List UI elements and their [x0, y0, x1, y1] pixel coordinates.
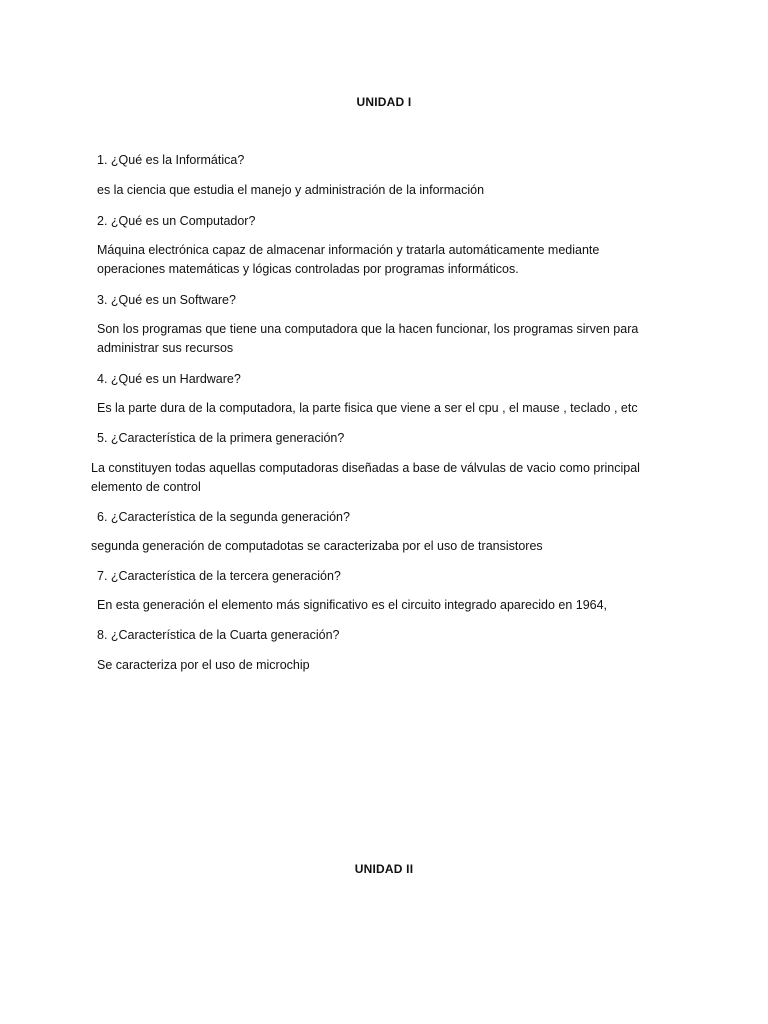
question-7: 7. ¿Característica de la tercera generación? [97, 569, 341, 583]
answer-8: Se caracteriza por el uso de microchip [97, 658, 310, 672]
answer-5: La constituyen todas aquellas computadoras diseñadas a base de válvulas de vacio como principal elemento de control [91, 461, 640, 494]
question-8: 8. ¿Característica de la Cuarta generación? [97, 628, 340, 642]
question-2: 2. ¿Qué es un Computador? [97, 214, 256, 228]
question-4: 4. ¿Qué es un Hardware? [97, 372, 241, 386]
question-3: 3. ¿Qué es un Software? [97, 293, 236, 307]
question-6: 6. ¿Característica de la segunda generación? [97, 510, 350, 524]
question-1: 1. ¿Qué es la Informática? [97, 153, 245, 167]
question-5: 5. ¿Característica de la primera generación? [97, 431, 345, 445]
answer-1: es la ciencia que estudia el manejo y administración de la información [97, 183, 485, 197]
unit-2-heading: UNIDAD II [354, 862, 414, 876]
answer-2: Máquina electrónica capaz de almacenar información y tratarla automáticamente mediante operaciones matemáticas y lógicas controladas por programas informáticos. [97, 243, 600, 276]
answer-3: Son los programas que tiene una computadora que la hacen funcionar, los programas sirven para administrar sus recursos [97, 322, 639, 355]
answer-7: En esta generación el elemento más significativo es el circuito integrado aparecido en 1964, [97, 598, 608, 612]
unit-1-heading: UNIDAD I [356, 95, 412, 109]
answer-6: segunda generación de computadotas se caracterizaba por el uso de transistores [91, 539, 543, 553]
answer-4: Es la parte dura de la computadora, la parte fisica que viene a ser el cpu , el mause , teclado , etc [97, 401, 638, 415]
